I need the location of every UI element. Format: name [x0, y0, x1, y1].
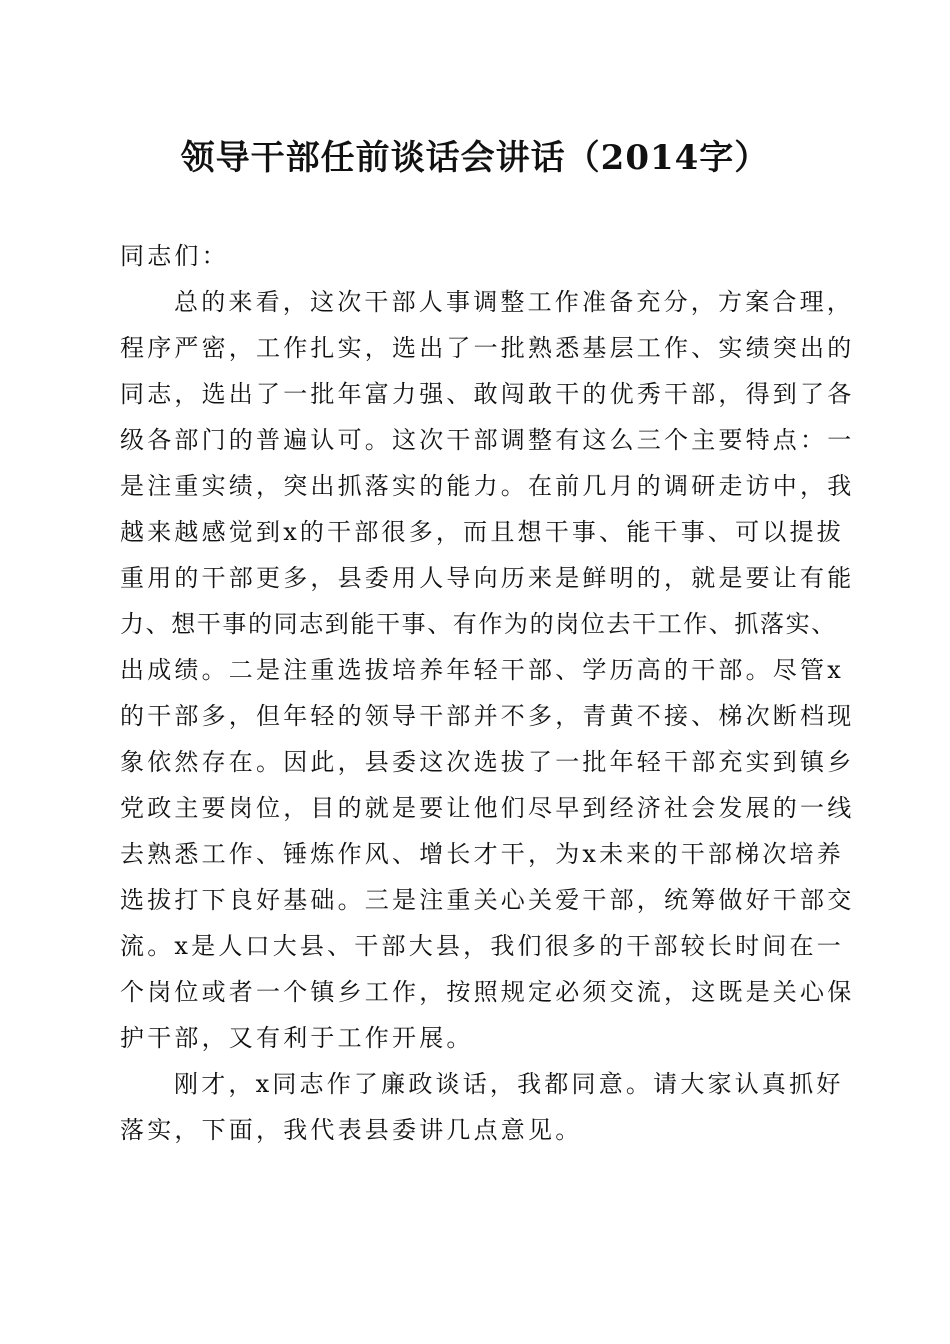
paragraph-1-line: 总的来看，这次干部人事调整工作准备充分，方案合理，: [174, 288, 854, 316]
paragraph-1-line: 党政主要岗位，目的就是要让他们尽早到经济社会发展的一线: [120, 794, 855, 822]
greeting: 同志们：: [120, 242, 229, 270]
paragraph-2-line: 刚才，x同志作了廉政谈话，我都同意。请大家认真抓好: [174, 1070, 844, 1098]
document-title: 领导干部任前谈话会讲话（2014字）: [180, 138, 770, 178]
paragraph-1: [120, 279, 855, 1061]
paragraph-1-line: 重用的干部更多，县委用人导向历来是鲜明的，就是要让有能: [120, 564, 855, 592]
paragraph-1-line: 的干部多，但年轻的领导干部并不多，青黄不接、梯次断档现: [120, 702, 855, 730]
paragraph-1-line: 级各部门的普遍认可。这次干部调整有这么三个主要特点：一: [120, 426, 855, 454]
paragraph-2: [120, 1061, 844, 1153]
document-body: [120, 233, 855, 1153]
paragraph-1-line: 是注重实绩，突出抓落实的能力。在前几月的调研走访中，我: [120, 472, 855, 500]
paragraph-1-line: 同志，选出了一批年富力强、敢闯敢干的优秀干部，得到了各: [120, 380, 855, 408]
paragraph-1-line: 力、想干事的同志到能干事、有作为的岗位去干工作、抓落实、: [120, 610, 837, 638]
paragraph-1-line: 出成绩。二是注重选拔培养年轻干部、学历高的干部。尽管x: [120, 656, 844, 684]
paragraph-1-line: 护干部，又有利于工作开展。: [120, 1024, 474, 1052]
paragraph-1-line: 个岗位或者一个镇乡工作，按照规定必须交流，这既是关心保: [120, 978, 855, 1006]
paragraph-2-line: 落实，下面，我代表县委讲几点意见。: [120, 1116, 583, 1144]
paragraph-1-line: 选拔打下良好基础。三是注重关心关爱干部，统筹做好干部交: [120, 886, 855, 914]
paragraph-1-line: 流。x是人口大县、干部大县，我们很多的干部较长时间在一: [120, 932, 844, 960]
paragraph-1-line: 程序严密，工作扎实，选出了一批熟悉基层工作、实绩突出的: [120, 334, 855, 362]
paragraph-1-line: 象依然存在。因此，县委这次选拔了一批年轻干部充实到镇乡: [120, 748, 855, 776]
paragraph-1-line: 越来越感觉到x的干部很多，而且想干事、能干事、可以提拔: [120, 518, 844, 546]
paragraph-1-line: 去熟悉工作、锤炼作风、增长才干，为x未来的干部梯次培养: [120, 840, 844, 868]
